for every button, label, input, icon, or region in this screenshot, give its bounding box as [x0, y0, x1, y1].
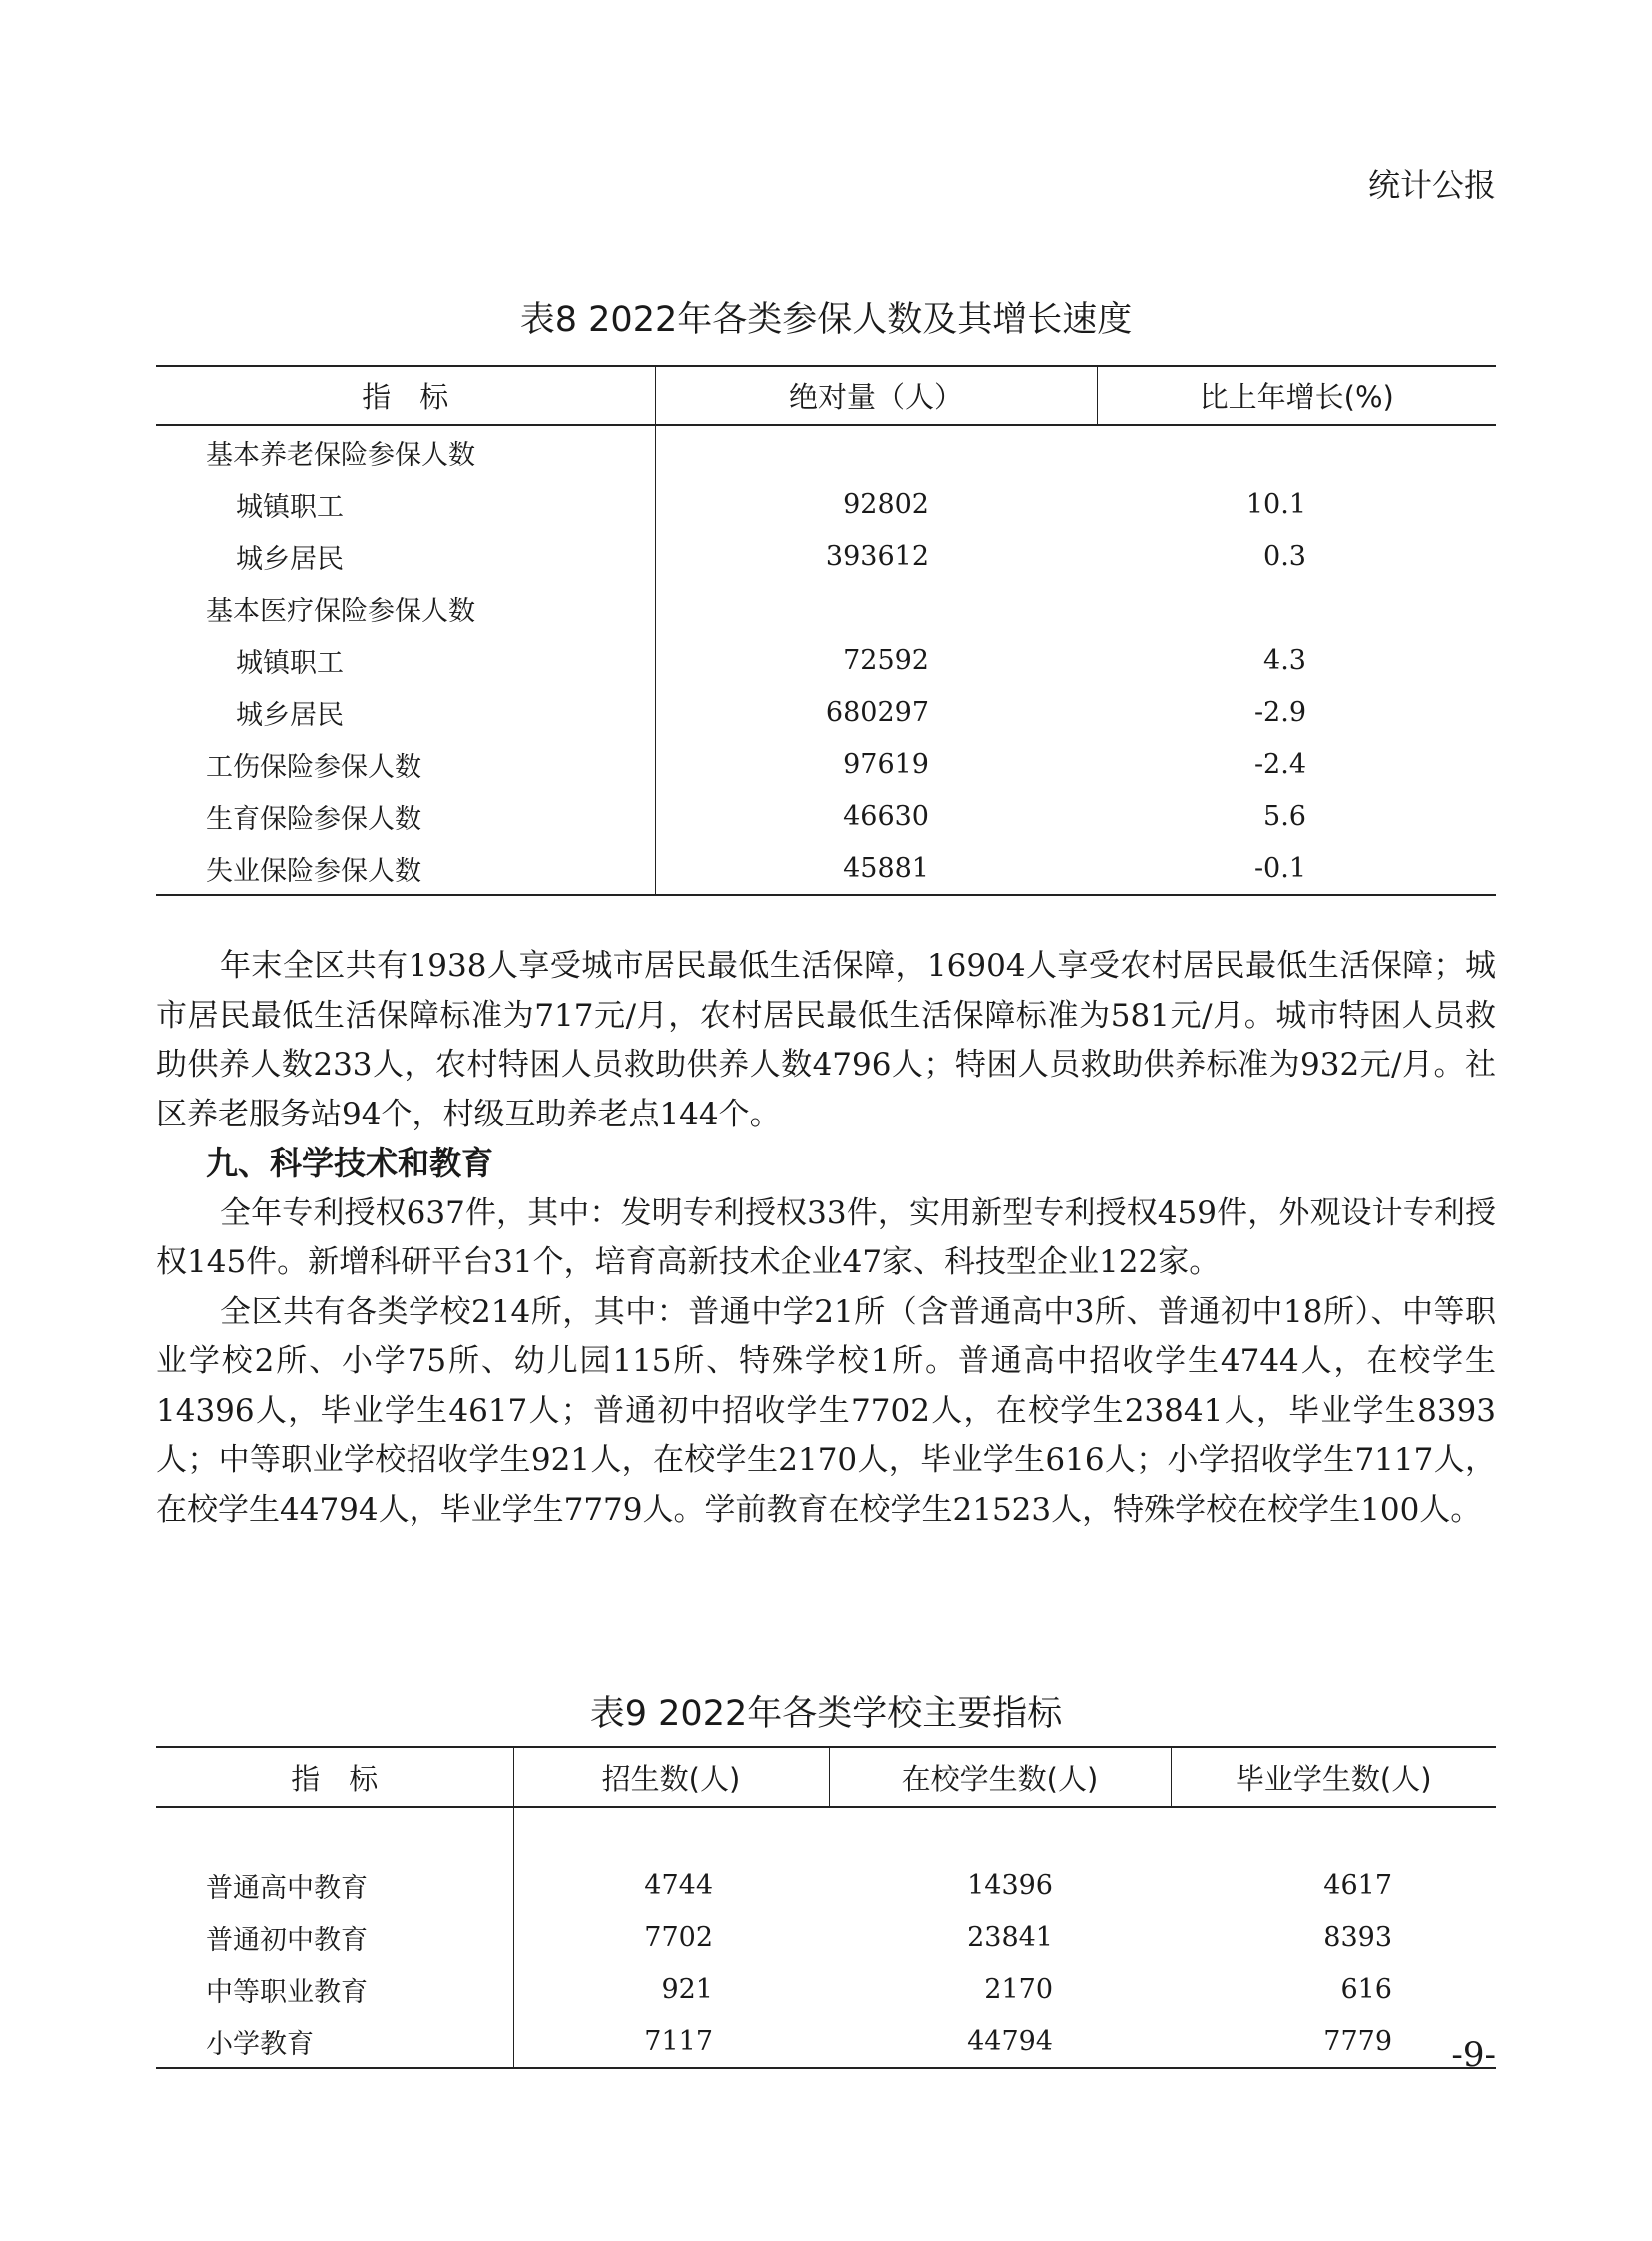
- row-label: 城乡居民: [236, 543, 344, 575]
- row-growth: 4.3: [1263, 644, 1306, 676]
- paragraph-patents: 全年专利授权637件，其中：发明专利授权33件，实用新型专利授权459件，外观设计专利授权145件。新增科研平台31个，培育高新技术企业47家、科技型企业122家。: [156, 1194, 1497, 1280]
- row-value: 92802: [655, 478, 1097, 530]
- bulletin-header: 统计公报: [1367, 166, 1496, 204]
- row-label: 失业保险参保人数: [156, 842, 655, 895]
- row-value: 97619: [655, 738, 1097, 790]
- row-growth: 0.3: [1263, 540, 1306, 572]
- row-label: 基本医疗保险参保人数: [206, 595, 475, 627]
- table-row: [156, 634, 1496, 686]
- table-row: [156, 1911, 1496, 1963]
- page-number: -9-: [1451, 2035, 1496, 2075]
- spacer-cell: [1171, 1807, 1496, 1860]
- table-row: [156, 1860, 1496, 1911]
- row-growth: 10.1: [1245, 488, 1306, 520]
- row-value: 46630: [655, 790, 1097, 842]
- table-row: [156, 1963, 1496, 2015]
- row-growth: [1097, 582, 1496, 634]
- row-growth: 5.6: [1263, 800, 1306, 832]
- row-enroll: 7702: [513, 1911, 829, 1963]
- row-growth: -2.4: [1253, 748, 1306, 780]
- row-graduates: 616: [1340, 1973, 1392, 2005]
- row-growth: [1097, 425, 1496, 478]
- row-growth: -2.9: [1253, 696, 1306, 728]
- table8-title: 表8 2022年各类参保人数及其增长速度: [519, 300, 1133, 340]
- row-students: 2170: [984, 1973, 1053, 2005]
- table8-header-absolute: 绝对量（人）: [655, 366, 1097, 425]
- table-row: [156, 530, 1496, 582]
- table8: [156, 365, 1496, 896]
- row-label: 普通高中教育: [206, 1872, 368, 1904]
- row-enroll: 4744: [513, 1860, 829, 1911]
- table-row: [156, 790, 1496, 842]
- table8-header-indicator: 指 标: [156, 366, 655, 425]
- table9-header-graduates: 毕业学生数(人): [1171, 1747, 1496, 1807]
- spacer-cell: [156, 1807, 513, 1860]
- row-label: 城乡居民: [236, 699, 344, 731]
- table9-title: 表9 2022年各类学校主要指标: [589, 1694, 1063, 1734]
- row-label: 工伤保险参保人数: [206, 751, 421, 783]
- table8-header-row: [156, 366, 1496, 425]
- row-growth: -0.1: [1097, 842, 1496, 895]
- spacer-cell: [829, 1807, 1171, 1860]
- table-row-spacer: [156, 1807, 1496, 1860]
- row-students: 23841: [967, 1921, 1053, 1953]
- table-row: [156, 582, 1496, 634]
- row-graduates: 7779: [1171, 2015, 1496, 2068]
- table9-header-indicator: 指 标: [156, 1747, 513, 1807]
- row-value: 72592: [655, 634, 1097, 686]
- paragraph-social-assistance: 年末全区共有1938人享受城市居民最低生活保障，16904人享受农村居民最低生活保障；城市居民最低生活保障标准为717元/月，农村居民最低生活保障标准为581元/月。城市特困人员救助供养人数233人，农村特困人员救助供养人数4796人；特困人员救助供养标准为932元/月。社区养老服务站94个，村级互助养老点144个。: [156, 948, 1497, 1132]
- row-label: 普通初中教育: [206, 1924, 368, 1956]
- row-value: [655, 582, 1097, 634]
- row-value: 393612: [655, 530, 1097, 582]
- row-label: 小学教育: [156, 2015, 513, 2068]
- table9-header-enroll: 招生数(人): [513, 1747, 829, 1807]
- row-label: 基本养老保险参保人数: [206, 439, 475, 471]
- paragraph-schools: 全区共有各类学校214所，其中：普通中学21所（含普通高中3所、普通初中18所）、中等职业学校2所、小学75所、幼儿园115所、特殊学校1所。普通高中招收学生4744人，在校学生14396人，毕业学生4617人；普通初中招收学生7702人，在校学生23841人，毕业学生8393人；中等职业学校招收学生921人，在校学生2170人，毕业学生616人；小学招收学生7117人，在校学生44794人，毕业学生7779人。学前教育在校学生21523人，特殊学校在校学生100人。: [156, 1293, 1496, 1528]
- row-graduates: 8393: [1323, 1921, 1392, 1953]
- row-label: 生育保险参保人数: [206, 803, 421, 835]
- body-text: [156, 942, 1496, 1535]
- table9-header-row: [156, 1747, 1496, 1807]
- table-row: [156, 738, 1496, 790]
- table-row: [156, 478, 1496, 530]
- table8-header-growth: 比上年增长(%): [1097, 366, 1496, 425]
- section-heading-science-education: 九、科学技术和教育: [206, 1144, 494, 1182]
- row-enroll: 7117: [513, 2015, 829, 2068]
- table9-header-students: 在校学生数(人): [829, 1747, 1171, 1807]
- table9: [156, 1746, 1496, 2069]
- table-row: [156, 2015, 1496, 2068]
- row-value: [655, 425, 1097, 478]
- row-students: 14396: [967, 1869, 1053, 1901]
- row-graduates: 4617: [1323, 1869, 1392, 1901]
- table-row: [156, 686, 1496, 738]
- row-students: 44794: [829, 2015, 1171, 2068]
- table-row: [156, 842, 1496, 895]
- row-value: 680297: [655, 686, 1097, 738]
- row-label: 城镇职工: [236, 647, 344, 679]
- row-enroll: 921: [513, 1963, 829, 2015]
- spacer-cell: [513, 1807, 829, 1860]
- row-label: 城镇职工: [236, 491, 344, 523]
- row-value: 45881: [655, 842, 1097, 895]
- table-row: [156, 425, 1496, 478]
- row-label: 中等职业教育: [206, 1976, 368, 2008]
